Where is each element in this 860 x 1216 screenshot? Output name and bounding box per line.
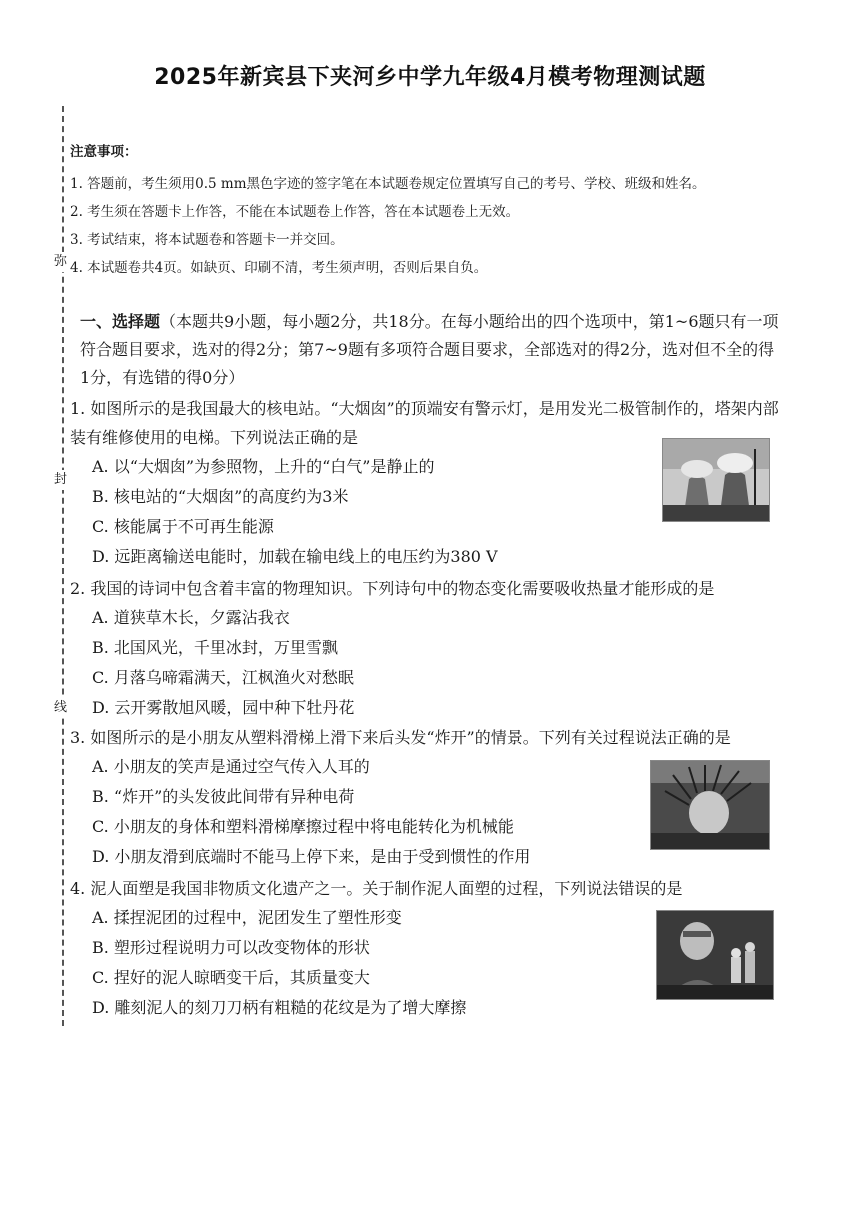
option-b: B. 核电站的“大烟囱”的高度约为3米 — [92, 487, 349, 506]
option-b: B. 塑形过程说明力可以改变物体的形状 — [92, 938, 370, 957]
question-stem: 2. 我国的诗词中包含着丰富的物理知识。下列诗句中的物态变化需要吸收热量才能形成的是 — [70, 579, 715, 598]
binding-char-mi: 弥 — [54, 252, 67, 272]
question-stem: 4. 泥人面塑是我国非物质文化遗产之一。关于制作泥人面塑的过程，下列说法错误的是 — [70, 879, 683, 898]
option-c: C. 捏好的泥人晾晒变干后，其质量变大 — [92, 968, 370, 987]
question-stem: 1. 如图所示的是我国最大的核电站。“大烟囱”的顶端安有警示灯，是用发光二极管制作的，塔架内部装有维修使用的电梯。下列说法正确的是 — [70, 399, 779, 447]
option-c: C. 月落乌啼霜满天，江枫渔火对愁眠 — [92, 668, 354, 687]
instruction-item: 3. 考试结束，将本试题卷和答题卡一并交回。 — [70, 232, 344, 248]
clay-figurine-image — [656, 910, 774, 1000]
option-a: A. 道狭草木长，夕露沾我衣 — [92, 608, 290, 627]
section-intro: （本题共9小题，每小题2分，共18分。在每小题给出的四个选项中，第1~6题只有一项符合题目要求，选对的得2分；第7~9题有多项符合题目要求，全部选对的得2分，选对但不全的得1分，有选错的得0分） — [80, 312, 779, 387]
section-multiple-choice-header — [80, 308, 780, 392]
nuclear-plant-image — [662, 438, 770, 522]
exam-title: 2025年新宾县下夹河乡中学九年级4月模考物理测试题 — [154, 65, 706, 90]
option-a: A. 小朋友的笑声是通过空气传入人耳的 — [92, 757, 370, 776]
option-c: C. 小朋友的身体和塑料滑梯摩擦过程中将电能转化为机械能 — [92, 817, 514, 836]
option-d: D. 小朋友滑到底端时不能马上停下来，是由于受到惯性的作用 — [92, 847, 531, 866]
option-d: D. 雕刻泥人的刻刀刀柄有粗糙的花纹是为了增大摩擦 — [92, 998, 467, 1017]
question-2 — [70, 574, 790, 723]
option-d: D. 云开雾散旭风暖，园中种下牡丹花 — [92, 698, 355, 717]
binding-char-feng: 封 — [54, 470, 67, 490]
instructions-heading: 注意事项： — [70, 144, 138, 160]
binding-dashed-line — [62, 106, 64, 1026]
option-a: A. 以“大烟囱”为参照物，上升的“白气”是静止的 — [92, 457, 435, 476]
instruction-item: 1. 答题前，考生须用0.5 mm黑色字迹的签字笔在本试题卷规定位置填写自己的考号、学校、班级和姓名。 — [70, 176, 706, 192]
option-c: C. 核能属于不可再生能源 — [92, 517, 274, 536]
instruction-item: 4. 本试题卷共4页。如缺页、印刷不清，考生须声明，否则后果自负。 — [70, 260, 488, 276]
option-a: A. 揉捏泥团的过程中，泥团发生了塑性形变 — [92, 908, 402, 927]
instructions-block — [70, 140, 830, 282]
option-b: B. “炸开”的头发彼此间带有异种电荷 — [92, 787, 355, 806]
instruction-item: 2. 考生须在答题卡上作答，不能在本试题卷上作答，答在本试题卷上无效。 — [70, 204, 520, 220]
binding-char-xian: 线 — [54, 698, 67, 718]
option-d: D. 远距离输送电能时，加载在输电线上的电压约为380 V — [92, 547, 498, 566]
child-hair-static-image — [650, 760, 770, 850]
option-b: B. 北国风光，千里冰封，万里雪飘 — [92, 638, 338, 657]
section-heading: 一、选择题 — [80, 312, 161, 331]
question-stem: 3. 如图所示的是小朋友从塑料滑梯上滑下来后头发“炸开”的情景。下列有关过程说法正确的是 — [70, 728, 731, 747]
